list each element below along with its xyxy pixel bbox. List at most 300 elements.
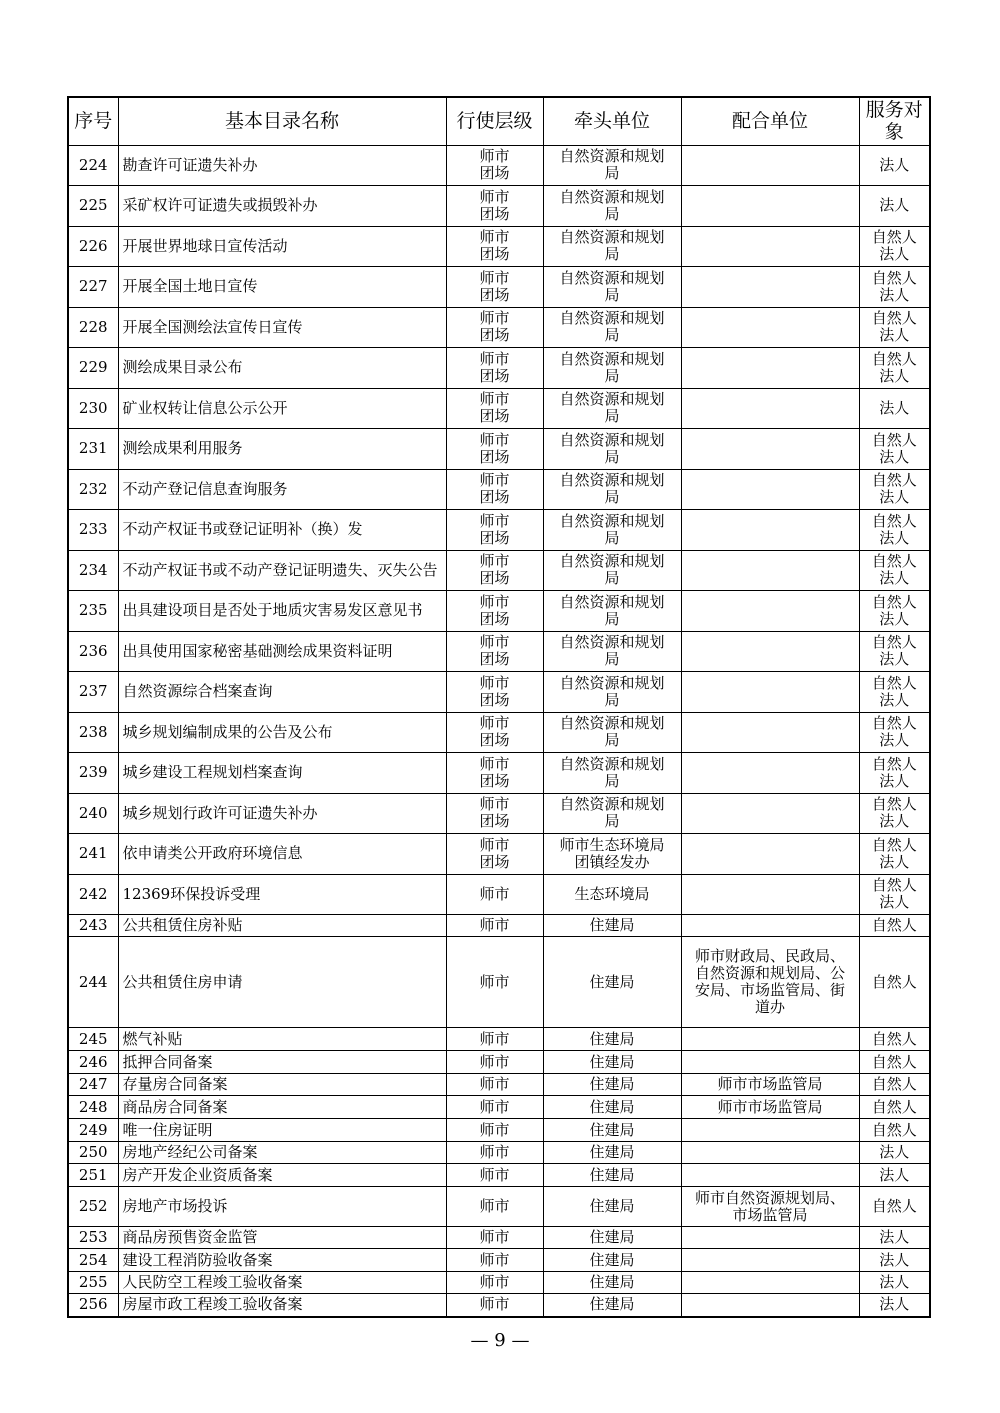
cell-lead-unit-line: 局 xyxy=(604,366,620,385)
table-row xyxy=(68,1187,930,1227)
cell-serial-number: 245 xyxy=(68,1028,118,1051)
cell-lead-unit xyxy=(543,753,681,794)
table-row xyxy=(68,226,930,267)
cell-exercise-level-line: 师市 xyxy=(479,268,510,287)
cell-lead-unit xyxy=(543,1119,681,1142)
cell-catalog-name: 房屋市政工程竣工验收备案 xyxy=(118,1294,446,1317)
cell-cooperating-unit xyxy=(681,793,859,834)
cell-service-target-line: 法人 xyxy=(879,650,910,669)
cell-lead-unit xyxy=(543,469,681,510)
table-row xyxy=(68,307,930,348)
cell-exercise-level xyxy=(446,510,543,551)
cell-service-target-line: 自然人 xyxy=(871,471,917,490)
cell-service-target xyxy=(859,348,930,389)
catalog-table xyxy=(67,96,931,1318)
cell-service-target xyxy=(859,1028,930,1051)
cell-service-target xyxy=(859,186,930,227)
cell-exercise-level-line: 师市 xyxy=(479,633,510,652)
cell-cooperating-unit xyxy=(681,1164,859,1187)
cell-exercise-level xyxy=(446,937,543,1028)
cell-lead-unit xyxy=(543,226,681,267)
cell-catalog-name: 存量房合同备案 xyxy=(118,1074,446,1096)
cell-lead-unit xyxy=(543,550,681,591)
cell-lead-unit xyxy=(543,1227,681,1249)
cell-service-target-line: 自然人 xyxy=(871,309,917,328)
cell-service-target-line: 法人 xyxy=(879,366,910,385)
cell-lead-unit-line: 局 xyxy=(604,164,620,183)
cell-serial-number: 254 xyxy=(68,1249,118,1272)
cell-catalog-name: 采矿权许可证遗失或损毁补办 xyxy=(118,186,446,227)
cell-catalog-name: 燃气补贴 xyxy=(118,1028,446,1051)
cell-lead-unit-line: 师市生态环境局 xyxy=(559,835,665,854)
cell-exercise-level xyxy=(446,145,543,186)
table-row xyxy=(68,591,930,632)
cell-serial-number: 246 xyxy=(68,1051,118,1074)
cell-serial-number: 226 xyxy=(68,226,118,267)
cell-exercise-level-line: 师市 xyxy=(479,795,510,814)
cell-cooperating-unit xyxy=(681,1227,859,1249)
page-number: — 9 — xyxy=(470,1330,530,1351)
cell-exercise-level-line: 师市 xyxy=(479,349,510,368)
table-row xyxy=(68,186,930,227)
cell-lead-unit-line: 自然资源和规划 xyxy=(559,228,665,247)
cell-service-target-line: 自然人 xyxy=(871,673,917,692)
cell-exercise-level xyxy=(446,672,543,713)
cell-cooperating-unit xyxy=(681,631,859,672)
cell-catalog-name: 人民防空工程竣工验收备案 xyxy=(118,1272,446,1294)
cell-lead-unit-line: 住建局 xyxy=(589,1052,635,1071)
cell-exercise-level xyxy=(446,834,543,875)
cell-service-target xyxy=(859,672,930,713)
cell-lead-unit-line: 局 xyxy=(604,609,620,628)
cell-cooperating-unit xyxy=(681,1074,859,1096)
cell-catalog-name: 房产开发企业资质备案 xyxy=(118,1164,446,1187)
cell-service-target-line: 自然人 xyxy=(871,1097,917,1116)
cell-service-target-line: 法人 xyxy=(879,245,910,264)
cell-cooperating-unit xyxy=(681,1272,859,1294)
cell-catalog-name: 自然资源综合档案查询 xyxy=(118,672,446,713)
cell-exercise-level xyxy=(446,1051,543,1074)
cell-exercise-level-line: 师市 xyxy=(479,1295,510,1314)
cell-lead-unit xyxy=(543,186,681,227)
cell-exercise-level xyxy=(446,1119,543,1142)
cell-lead-unit-line: 自然资源和规划 xyxy=(559,592,665,611)
cell-exercise-level xyxy=(446,1164,543,1187)
table-row xyxy=(68,267,930,308)
cell-cooperating-unit-line: 师市市场监管局 xyxy=(717,1075,823,1093)
table-row xyxy=(68,1164,930,1187)
table-row xyxy=(68,1074,930,1096)
cell-exercise-level-line: 师市 xyxy=(479,1075,510,1093)
cell-catalog-name: 唯一住房证明 xyxy=(118,1119,446,1142)
cell-lead-unit-line: 生态环境局 xyxy=(574,884,650,903)
cell-lead-unit-line: 自然资源和规划 xyxy=(559,633,665,652)
cell-service-target-line: 自然人 xyxy=(871,1120,917,1139)
cell-service-target xyxy=(859,937,930,1028)
cell-catalog-name: 12369环保投诉受理 xyxy=(118,874,446,915)
cell-catalog-name: 不动产权证书或登记证明补（换）发 xyxy=(118,510,446,551)
cell-cooperating-unit xyxy=(681,226,859,267)
cell-lead-unit xyxy=(543,712,681,753)
cell-exercise-level-line: 师市 xyxy=(479,309,510,328)
table-row xyxy=(68,1051,930,1074)
cell-exercise-level xyxy=(446,429,543,470)
cell-cooperating-unit xyxy=(681,1187,859,1227)
cell-lead-unit-line: 住建局 xyxy=(589,972,635,991)
cell-service-target-line: 法人 xyxy=(879,1295,910,1314)
cell-service-target xyxy=(859,1272,930,1294)
cell-serial-number: 233 xyxy=(68,510,118,551)
cell-cooperating-unit xyxy=(681,672,859,713)
cell-serial-number: 232 xyxy=(68,469,118,510)
table-row xyxy=(68,1142,930,1164)
cell-service-target-line: 法人 xyxy=(879,1143,910,1161)
cell-exercise-level-line: 团场 xyxy=(479,488,510,507)
cell-cooperating-unit xyxy=(681,550,859,591)
table-row xyxy=(68,429,930,470)
table-row xyxy=(68,1272,930,1294)
cell-lead-unit-line: 住建局 xyxy=(589,1165,635,1184)
cell-service-target xyxy=(859,1187,930,1227)
cell-catalog-name: 抵押合同备案 xyxy=(118,1051,446,1074)
cell-lead-unit-line: 自然资源和规划 xyxy=(559,673,665,692)
cell-exercise-level xyxy=(446,348,543,389)
cell-lead-unit xyxy=(543,631,681,672)
cell-exercise-level-line: 师市 xyxy=(479,673,510,692)
header-exercise-level: 行使层级 xyxy=(446,97,543,145)
cell-service-target xyxy=(859,712,930,753)
cell-lead-unit-line: 住建局 xyxy=(589,1097,635,1116)
cell-service-target xyxy=(859,591,930,632)
cell-lead-unit xyxy=(543,1096,681,1119)
cell-lead-unit xyxy=(543,267,681,308)
cell-lead-unit-line: 局 xyxy=(604,528,620,547)
cell-lead-unit xyxy=(543,874,681,915)
cell-exercise-level-line: 师市 xyxy=(479,1165,510,1184)
cell-service-target-line: 自然人 xyxy=(871,1029,917,1048)
cell-service-target xyxy=(859,1074,930,1096)
cell-serial-number: 256 xyxy=(68,1294,118,1317)
cell-exercise-level-line: 师市 xyxy=(479,1228,510,1246)
cell-serial-number: 225 xyxy=(68,186,118,227)
cell-exercise-level xyxy=(446,753,543,794)
cell-cooperating-unit-line: 师市自然资源规划局、 xyxy=(694,1188,845,1207)
cell-lead-unit-line: 局 xyxy=(604,407,620,426)
cell-exercise-level xyxy=(446,307,543,348)
cell-lead-unit-line: 局 xyxy=(604,771,620,790)
cell-serial-number: 240 xyxy=(68,793,118,834)
cell-exercise-level-line: 团场 xyxy=(479,569,510,588)
cell-service-target-line: 自然人 xyxy=(871,552,917,571)
cell-service-target xyxy=(859,915,930,937)
cell-cooperating-unit xyxy=(681,145,859,186)
cell-service-target-line: 法人 xyxy=(879,1228,910,1246)
cell-service-target xyxy=(859,510,930,551)
cell-service-target xyxy=(859,226,930,267)
cell-cooperating-unit xyxy=(681,1249,859,1272)
table-row xyxy=(68,753,930,794)
catalog-table-container xyxy=(67,96,929,1318)
table-row xyxy=(68,1249,930,1272)
cell-exercise-level-line: 师市 xyxy=(479,430,510,449)
cell-catalog-name: 房地产市场投诉 xyxy=(118,1187,446,1227)
cell-service-target xyxy=(859,267,930,308)
cell-cooperating-unit-line: 师市财政局、民政局、 xyxy=(694,947,845,965)
cell-lead-unit-line: 自然资源和规划 xyxy=(559,430,665,449)
cell-service-target-line: 法人 xyxy=(879,690,910,709)
cell-catalog-name: 勘查许可证遗失补办 xyxy=(118,145,446,186)
cell-lead-unit-line: 局 xyxy=(604,326,620,345)
cell-cooperating-unit xyxy=(681,429,859,470)
cell-serial-number: 237 xyxy=(68,672,118,713)
cell-service-target-line: 自然人 xyxy=(871,592,917,611)
cell-service-target-line: 自然人 xyxy=(871,972,917,991)
table-row xyxy=(68,469,930,510)
cell-serial-number: 248 xyxy=(68,1096,118,1119)
cell-exercise-level xyxy=(446,915,543,937)
cell-lead-unit-line: 自然资源和规划 xyxy=(559,147,665,166)
cell-service-target xyxy=(859,1096,930,1119)
cell-service-target-line: 自然人 xyxy=(871,228,917,247)
cell-service-target xyxy=(859,753,930,794)
cell-exercise-level xyxy=(446,591,543,632)
cell-catalog-name: 不动产登记信息查询服务 xyxy=(118,469,446,510)
cell-service-target-line: 法人 xyxy=(879,731,910,750)
table-row xyxy=(68,937,930,1028)
cell-cooperating-unit xyxy=(681,834,859,875)
header-lead-unit: 牵头单位 xyxy=(543,97,681,145)
cell-exercise-level-line: 团场 xyxy=(479,326,510,345)
cell-cooperating-unit xyxy=(681,915,859,937)
cell-exercise-level-line: 师市 xyxy=(479,1029,510,1048)
cell-exercise-level-line: 团场 xyxy=(479,407,510,426)
cell-exercise-level-line: 团场 xyxy=(479,164,510,183)
cell-lead-unit-line: 自然资源和规划 xyxy=(559,552,665,571)
cell-service-target-line: 法人 xyxy=(879,1273,910,1291)
cell-serial-number: 224 xyxy=(68,145,118,186)
table-header-row xyxy=(68,97,930,145)
cell-cooperating-unit xyxy=(681,388,859,429)
table-row xyxy=(68,1119,930,1142)
cell-lead-unit-line: 自然资源和规划 xyxy=(559,268,665,287)
cell-serial-number: 251 xyxy=(68,1164,118,1187)
cell-cooperating-unit xyxy=(681,348,859,389)
header-service-target: 服务对象 xyxy=(859,97,930,145)
cell-service-target xyxy=(859,1227,930,1249)
cell-lead-unit xyxy=(543,1272,681,1294)
cell-exercise-level-line: 师市 xyxy=(479,1273,510,1291)
cell-service-target-line: 法人 xyxy=(879,398,910,417)
cell-service-target-line: 法人 xyxy=(879,155,910,174)
cell-exercise-level-line: 师市 xyxy=(479,147,510,166)
cell-lead-unit xyxy=(543,1164,681,1187)
cell-service-target xyxy=(859,631,930,672)
table-row xyxy=(68,793,930,834)
cell-exercise-level-line: 团场 xyxy=(479,731,510,750)
cell-exercise-level-line: 师市 xyxy=(479,754,510,773)
cell-exercise-level-line: 团场 xyxy=(479,245,510,264)
cell-exercise-level-line: 师市 xyxy=(479,1120,510,1139)
table-row xyxy=(68,145,930,186)
cell-exercise-level xyxy=(446,631,543,672)
cell-exercise-level-line: 团场 xyxy=(479,771,510,790)
cell-lead-unit xyxy=(543,1074,681,1096)
cell-catalog-name: 测绘成果目录公布 xyxy=(118,348,446,389)
cell-lead-unit xyxy=(543,1249,681,1272)
cell-lead-unit-line: 局 xyxy=(604,650,620,669)
cell-lead-unit-line: 局 xyxy=(604,488,620,507)
cell-lead-unit-line: 局 xyxy=(604,731,620,750)
cell-lead-unit-line: 住建局 xyxy=(589,1197,635,1215)
cell-cooperating-unit-line: 自然资源和规划局、公 xyxy=(694,964,845,982)
table-body xyxy=(68,145,930,1317)
cell-exercise-level xyxy=(446,1028,543,1051)
cell-cooperating-unit xyxy=(681,753,859,794)
cell-service-target-line: 法人 xyxy=(879,771,910,790)
cell-lead-unit-line: 局 xyxy=(604,245,620,264)
cell-lead-unit-line: 住建局 xyxy=(589,1228,635,1246)
cell-catalog-name: 开展全国土地日宣传 xyxy=(118,267,446,308)
table-row xyxy=(68,915,930,937)
cell-lead-unit-line: 自然资源和规划 xyxy=(559,187,665,206)
cell-lead-unit xyxy=(543,672,681,713)
cell-service-target xyxy=(859,1164,930,1187)
cell-lead-unit xyxy=(543,145,681,186)
cell-service-target-line: 自然人 xyxy=(871,430,917,449)
cell-cooperating-unit xyxy=(681,874,859,915)
cell-cooperating-unit xyxy=(681,307,859,348)
cell-exercise-level-line: 师市 xyxy=(479,884,510,903)
cell-lead-unit xyxy=(543,591,681,632)
cell-service-target-line: 自然人 xyxy=(871,754,917,773)
cell-cooperating-unit xyxy=(681,1096,859,1119)
cell-exercise-level-line: 师市 xyxy=(479,714,510,733)
cell-serial-number: 230 xyxy=(68,388,118,429)
cell-serial-number: 231 xyxy=(68,429,118,470)
cell-service-target-line: 法人 xyxy=(879,609,910,628)
cell-lead-unit-line: 住建局 xyxy=(589,1120,635,1139)
cell-lead-unit-line: 自然资源和规划 xyxy=(559,714,665,733)
cell-service-target-line: 自然人 xyxy=(871,795,917,814)
cell-lead-unit-line: 团镇经发办 xyxy=(574,852,650,871)
cell-serial-number: 236 xyxy=(68,631,118,672)
cell-exercise-level xyxy=(446,388,543,429)
cell-serial-number: 228 xyxy=(68,307,118,348)
cell-service-target-line: 法人 xyxy=(879,1250,910,1269)
cell-cooperating-unit xyxy=(681,937,859,1028)
cell-service-target-line: 自然人 xyxy=(871,1075,917,1093)
cell-service-target xyxy=(859,874,930,915)
cell-service-target xyxy=(859,550,930,591)
cell-exercise-level xyxy=(446,186,543,227)
cell-lead-unit xyxy=(543,429,681,470)
cell-service-target xyxy=(859,1142,930,1164)
cell-exercise-level xyxy=(446,267,543,308)
table-row xyxy=(68,1227,930,1249)
cell-service-target-line: 自然人 xyxy=(871,511,917,530)
cell-lead-unit-line: 住建局 xyxy=(589,1295,635,1314)
cell-lead-unit xyxy=(543,510,681,551)
cell-service-target-line: 自然人 xyxy=(871,633,917,652)
cell-cooperating-unit-line: 道办 xyxy=(754,998,785,1016)
header-serial-number: 序号 xyxy=(68,97,118,145)
cell-catalog-name: 城乡规划编制成果的公告及公布 xyxy=(118,712,446,753)
cell-service-target-line: 自然人 xyxy=(871,1197,917,1215)
cell-serial-number: 229 xyxy=(68,348,118,389)
cell-service-target xyxy=(859,1119,930,1142)
cell-service-target-line: 自然人 xyxy=(871,916,917,934)
cell-exercise-level xyxy=(446,874,543,915)
table-row xyxy=(68,550,930,591)
cell-serial-number: 250 xyxy=(68,1142,118,1164)
cell-serial-number: 252 xyxy=(68,1187,118,1227)
cell-exercise-level-line: 团场 xyxy=(479,852,510,871)
cell-exercise-level xyxy=(446,712,543,753)
cell-service-target-line: 法人 xyxy=(879,1165,910,1184)
cell-service-target-line: 法人 xyxy=(879,812,910,831)
table-row xyxy=(68,1028,930,1051)
cell-lead-unit xyxy=(543,915,681,937)
cell-cooperating-unit xyxy=(681,1051,859,1074)
cell-service-target-line: 法人 xyxy=(879,196,910,215)
table-row xyxy=(68,672,930,713)
cell-catalog-name: 商品房合同备案 xyxy=(118,1096,446,1119)
table-row xyxy=(68,348,930,389)
cell-service-target-line: 法人 xyxy=(879,488,910,507)
cell-exercise-level xyxy=(446,1272,543,1294)
cell-exercise-level xyxy=(446,1227,543,1249)
cell-lead-unit xyxy=(543,348,681,389)
cell-serial-number: 253 xyxy=(68,1227,118,1249)
cell-serial-number: 247 xyxy=(68,1074,118,1096)
cell-lead-unit xyxy=(543,1028,681,1051)
cell-lead-unit-line: 局 xyxy=(604,285,620,304)
cell-serial-number: 255 xyxy=(68,1272,118,1294)
cell-catalog-name: 依申请类公开政府环境信息 xyxy=(118,834,446,875)
cell-exercise-level xyxy=(446,1249,543,1272)
cell-service-target xyxy=(859,145,930,186)
cell-service-target-line: 自然人 xyxy=(871,268,917,287)
cell-serial-number: 242 xyxy=(68,874,118,915)
cell-exercise-level-line: 师市 xyxy=(479,390,510,409)
cell-exercise-level-line: 团场 xyxy=(479,528,510,547)
cell-cooperating-unit xyxy=(681,712,859,753)
cell-serial-number: 244 xyxy=(68,937,118,1028)
cell-exercise-level-line: 师市 xyxy=(479,187,510,206)
cell-service-target xyxy=(859,429,930,470)
cell-service-target xyxy=(859,1294,930,1317)
cell-exercise-level-line: 团场 xyxy=(479,204,510,223)
cell-lead-unit-line: 住建局 xyxy=(589,1029,635,1048)
cell-cooperating-unit xyxy=(681,1028,859,1051)
cell-service-target-line: 自然人 xyxy=(871,714,917,733)
cell-service-target-line: 自然人 xyxy=(871,835,917,854)
cell-service-target xyxy=(859,1051,930,1074)
cell-exercise-level xyxy=(446,1294,543,1317)
cell-lead-unit-line: 局 xyxy=(604,204,620,223)
cell-serial-number: 235 xyxy=(68,591,118,632)
cell-exercise-level-line: 团场 xyxy=(479,690,510,709)
cell-exercise-level xyxy=(446,226,543,267)
cell-exercise-level-line: 师市 xyxy=(479,1097,510,1116)
cell-serial-number: 227 xyxy=(68,267,118,308)
cell-catalog-name: 出具使用国家秘密基础测绘成果资料证明 xyxy=(118,631,446,672)
cell-catalog-name: 商品房预售资金监管 xyxy=(118,1227,446,1249)
cell-exercise-level-line: 师市 xyxy=(479,1143,510,1161)
cell-catalog-name: 出具建设项目是否处于地质灾害易发区意见书 xyxy=(118,591,446,632)
cell-catalog-name: 不动产权证书或不动产登记证明遗失、灭失公告 xyxy=(118,550,446,591)
cell-serial-number: 243 xyxy=(68,915,118,937)
